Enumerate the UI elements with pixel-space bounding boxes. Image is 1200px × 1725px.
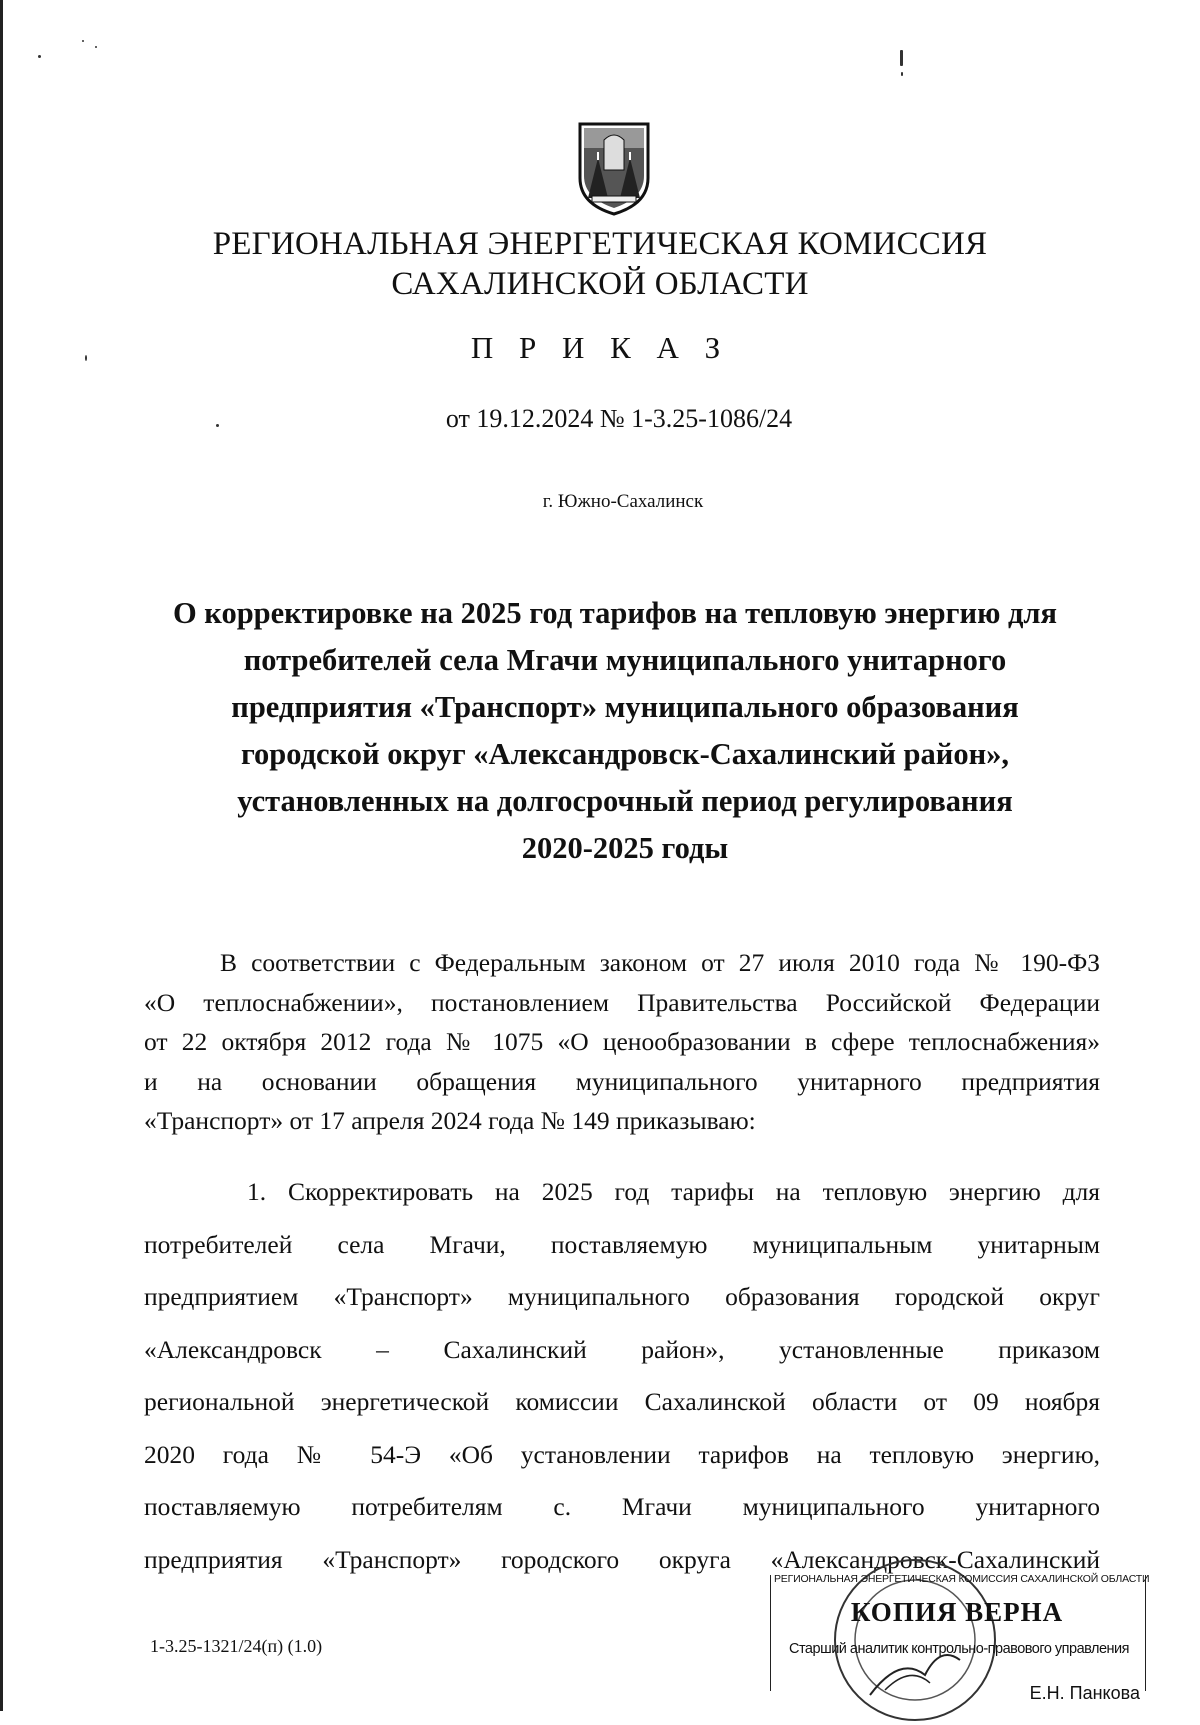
paragraph-line: от 22 октября 2012 года № 1075 «О ценообразовании в сфере теплоснабжения»	[144, 1027, 1100, 1056]
sakhalin-coat-of-arms-icon	[574, 118, 654, 218]
title-line: предприятия «Транспорт» муниципального образования	[231, 690, 1019, 724]
scan-speck	[900, 50, 903, 66]
document-reference: 1-3.25-1321/24(п) (1.0)	[150, 1636, 323, 1656]
organization-name-line1: РЕГИОНАЛЬНАЯ ЭНЕРГЕТИЧЕСКАЯ КОМИССИЯ	[212, 226, 988, 262]
paragraph-line: и на основании обращения муниципального унитарного предприятия	[144, 1066, 1100, 1096]
paragraph-line: 1. Скорректировать на 2025 год тарифы на тепловую энергию для	[247, 1177, 1100, 1206]
document-title	[150, 590, 1100, 872]
title-line: 2020-2025 годы	[521, 831, 729, 865]
stamp-signer-name: Е.Н. Панкова	[1029, 1683, 1140, 1703]
title-line: городской округ «Александровск-Сахалинский район»,	[240, 737, 1010, 771]
scan-speck	[38, 55, 41, 58]
stamp-organization: РЕГИОНАЛЬНАЯ ЭНЕРГЕТИЧЕСКАЯ КОМИССИЯ САХАЛИНСКОЙ ОБЛАСТИ	[774, 1573, 1150, 1585]
paragraph-line: «О теплоснабжении», постановлением Правительства Российской Федерации	[144, 987, 1100, 1017]
intro-paragraph	[144, 943, 1100, 1141]
paragraph-line: предприятия «Транспорт» городского округа «Александровск-Сахалинский	[144, 1544, 1100, 1574]
document-type: П Р И К А З	[470, 330, 730, 365]
paragraph-line: В соответствии с Федеральным законом от 27 июля 2010 года № 190-ФЗ	[220, 948, 1100, 977]
order-number: от 19.12.2024 № 1-3.25-1086/24	[445, 404, 793, 433]
certified-copy-stamp	[770, 1555, 1150, 1711]
paragraph-line: поставляемую потребителям с. Мгачи муниципального унитарного	[144, 1492, 1100, 1521]
item-1-paragraph	[144, 1166, 1100, 1586]
paragraph-line: предприятием «Транспорт» муниципального образования городской округ	[144, 1282, 1100, 1311]
stamp-frame	[770, 1573, 1150, 1691]
scan-speck	[901, 72, 903, 76]
city: г. Южно-Сахалинск	[542, 491, 704, 512]
paragraph-line: региональной энергетической комиссии Сахалинской области от 09 ноября	[144, 1387, 1100, 1416]
title-line: О корректировке на 2025 год тарифов на тепловую энергию для	[172, 596, 1058, 630]
stamp-position: Старший аналитик контрольно-правового управления	[788, 1641, 1130, 1657]
stamp-copy-certified: КОПИЯ ВЕРНА	[850, 1597, 1064, 1627]
scan-speck	[82, 40, 84, 42]
paragraph-line: «Транспорт» от 17 апреля 2024 года № 149 приказываю:	[144, 1106, 756, 1135]
paragraph-line: «Александровск – Сахалинский район», установленные приказом	[144, 1334, 1100, 1364]
organization-name-line2: САХАЛИНСКОЙ ОБЛАСТИ	[391, 266, 809, 302]
title-line: потребителей села Мгачи муниципального унитарного	[243, 643, 1007, 677]
title-line: установленных на долгосрочный период регулирования	[237, 784, 1013, 818]
scan-speck	[95, 46, 97, 48]
paragraph-line: потребителей села Мгачи, поставляемую муниципальным унитарным	[144, 1229, 1100, 1259]
paragraph-line: 2020 года № 54-Э «Об установлении тарифов на тепловую энергию,	[144, 1439, 1100, 1469]
